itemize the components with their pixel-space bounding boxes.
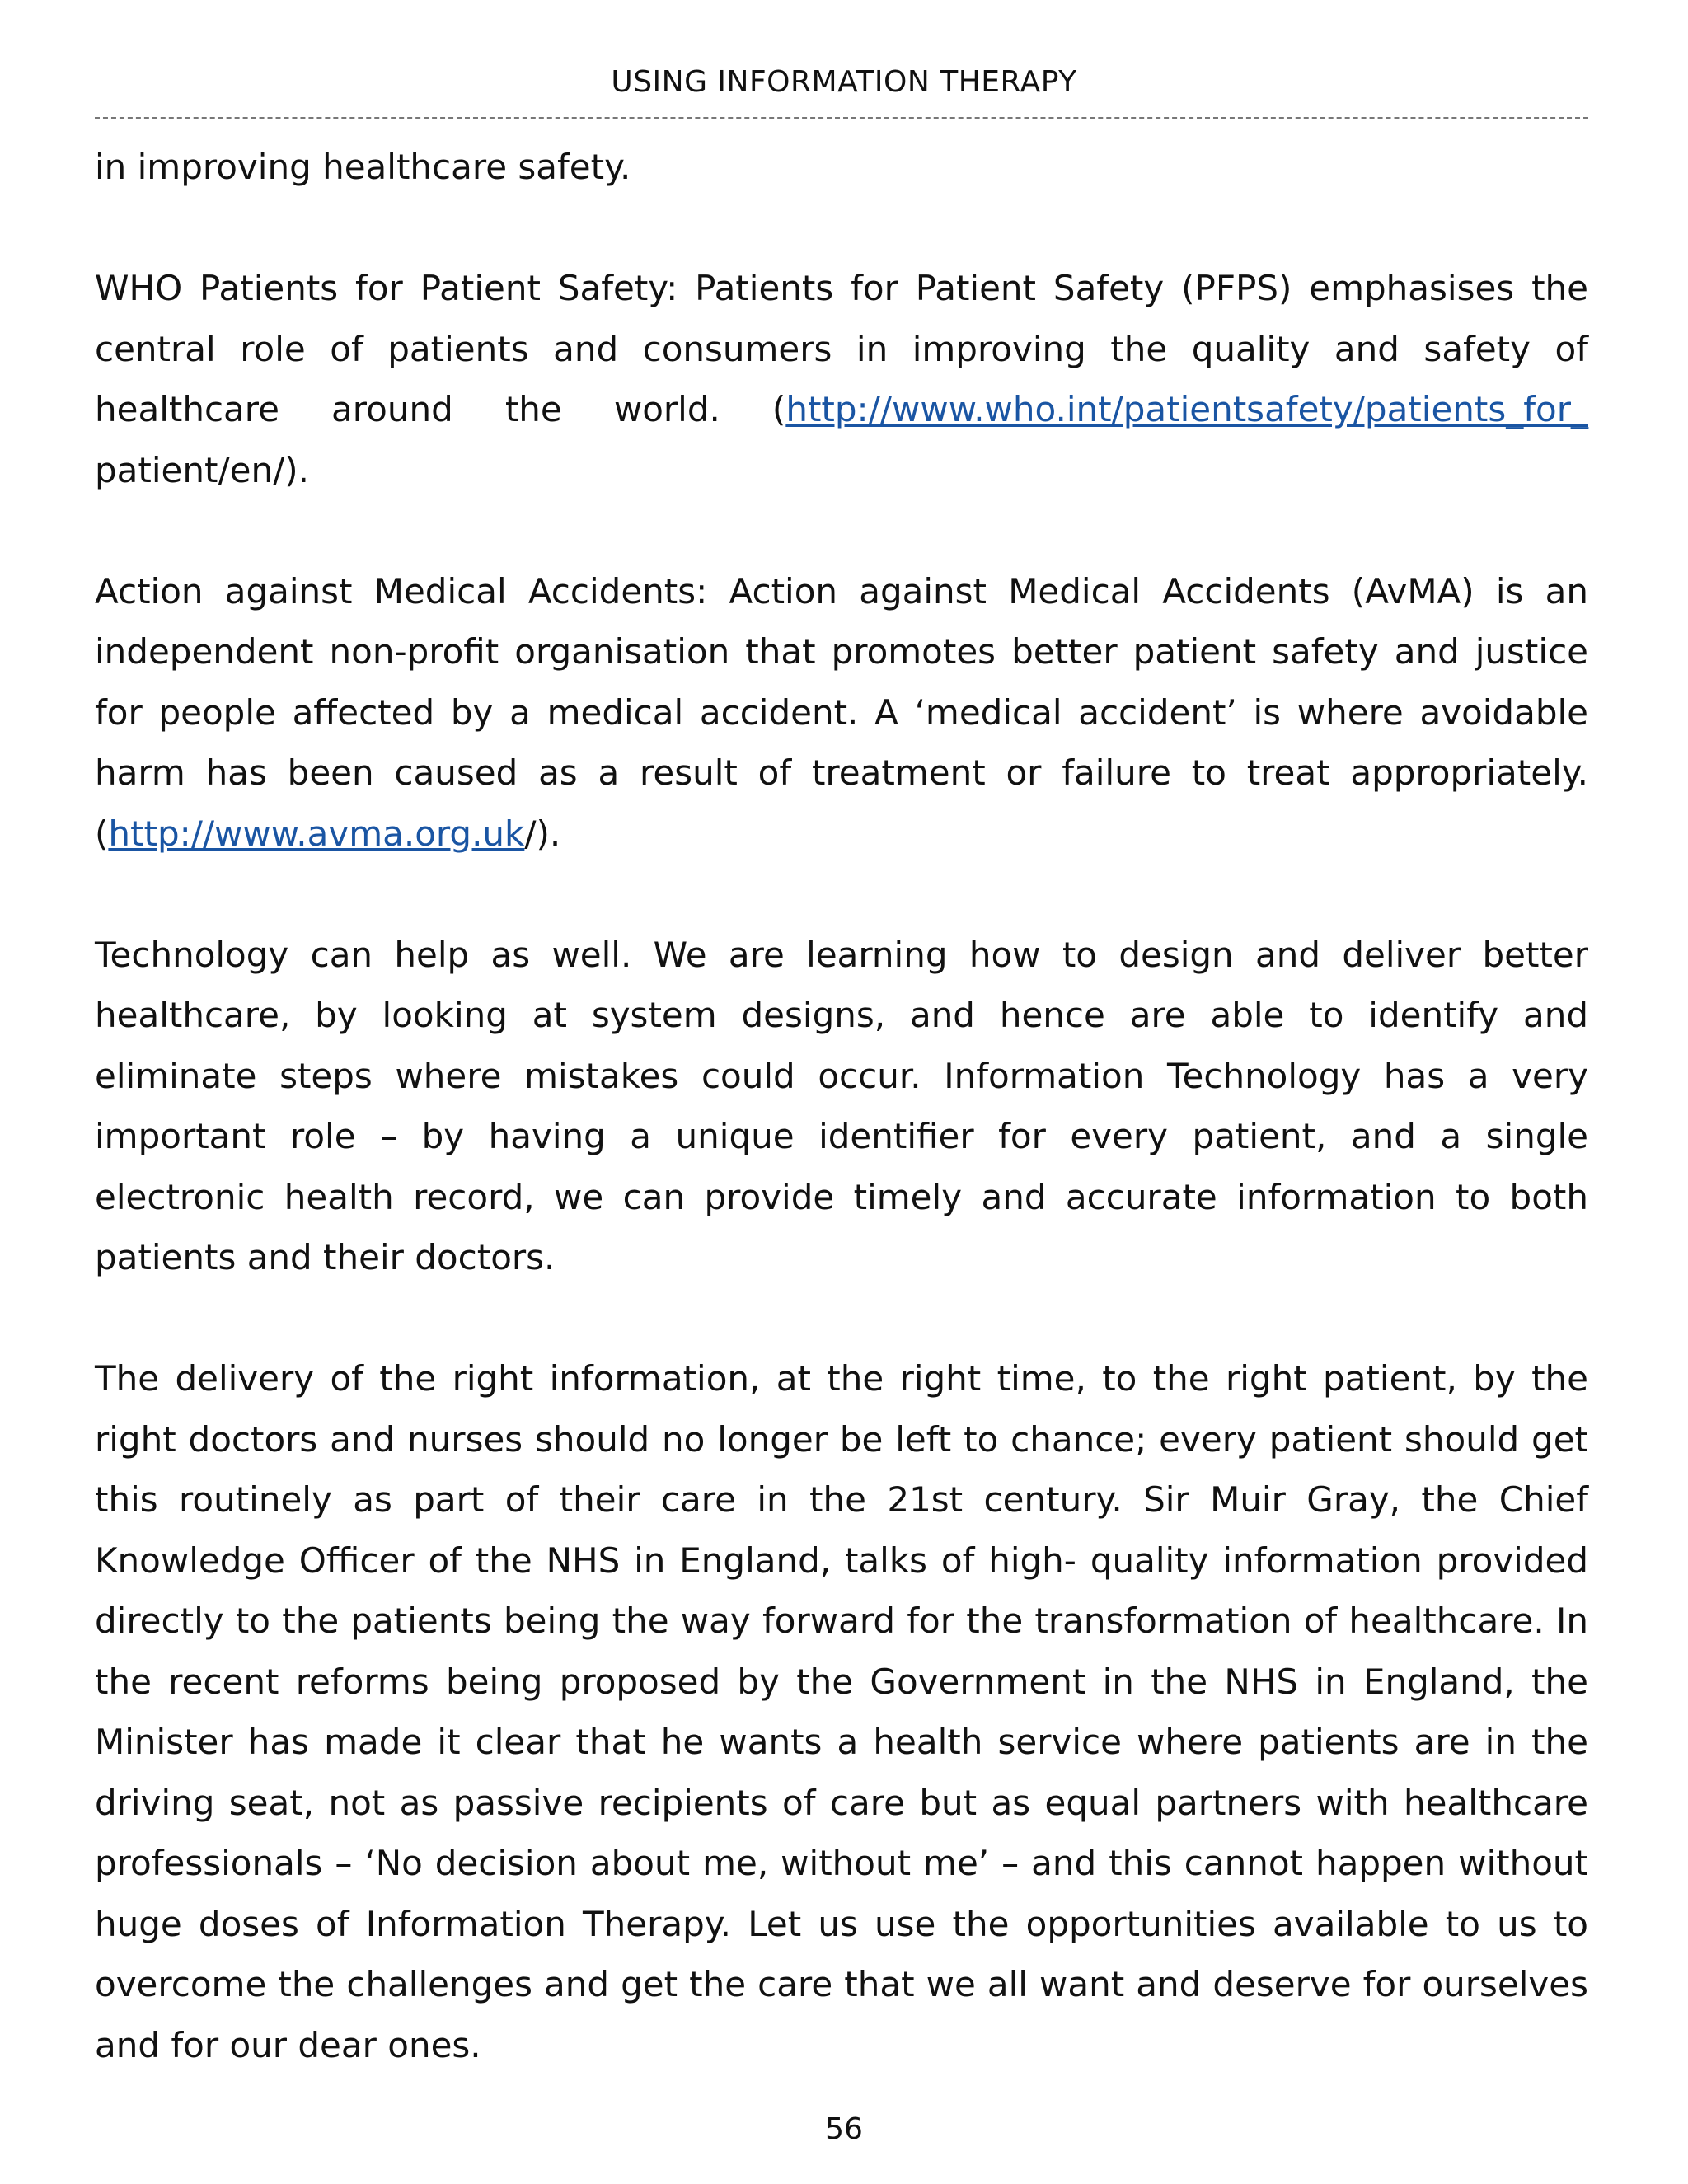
paragraph-who-pfps-text: WHO Patients for Patient Safety: Patients for Patient Safety (PFPS) emphasises the central role of patients and consumers in improving the quality and safety of healthcare around the world. ( (95, 268, 1588, 429)
header-divider (95, 117, 1588, 119)
paragraph-avma (95, 561, 1588, 865)
paragraph-technology-text: Technology can help as well. We are learning how to design and deliver better healthcare, by looking at system designs, and hence are able to identify and eliminate steps where mistakes could occur. Information Technology has a very important role – by having a unique identifier for every patient, and a single electronic health record, we can provide timely and accurate information to both patients and their doctors. (95, 934, 1588, 1277)
paragraph-technology (95, 925, 1588, 1288)
running-header: USING INFORMATION THERAPY (611, 65, 1077, 99)
avma-link[interactable]: http://www.avma.org.uk (108, 813, 525, 854)
paragraph-continuation (95, 137, 1588, 198)
paragraph-who-pfps-tail: patient/en/). (95, 449, 309, 490)
page-body (95, 137, 1588, 2075)
paragraph-avma-text: Action against Medical Accidents: Action against Medical Accidents (AvMA) is an independent non-profit organisation that promotes better patient safety and justice for people affected by a medical accident. A ‘medical accident’ is where avoidable harm has been caused as a result of treatment or failure to treat appropriately. ( (95, 570, 1588, 854)
page-number: 56 (825, 2112, 863, 2146)
paragraph-delivery-text: The delivery of the right information, at the right time, to the right patient, by the right doctors and nurses should no longer be left to chance; every patient should get this routinely as part of their care in the 21st century. Sir Muir Gray, the Chief Knowledge Officer of the NHS in England, talks of high- quality information provided directly to the patients being the way forward for the transformation of healthcare. In the recent reforms being proposed by the Government in the NHS in England, the Minister has made it clear that he wants a health service where patients are in the driving seat, not as passive recipients of care but as equal partners with healthcare professionals – ‘No decision about me, without me’ – and this cannot happen without huge doses of Information Therapy. Let us use the opportunities available to us to overcome the challenges and get the care that we all want and deserve for ourselves and for our dear ones. (95, 1358, 1588, 2065)
who-pfps-link[interactable]: http://www.who.int/patientsafety/patients_for_ (785, 389, 1588, 429)
paragraph-delivery (95, 1348, 1588, 2075)
paragraph-avma-tail: /). (524, 813, 561, 854)
paragraph-who-pfps (95, 258, 1588, 500)
paragraph-continuation-text: in improving healthcare safety. (95, 147, 631, 187)
